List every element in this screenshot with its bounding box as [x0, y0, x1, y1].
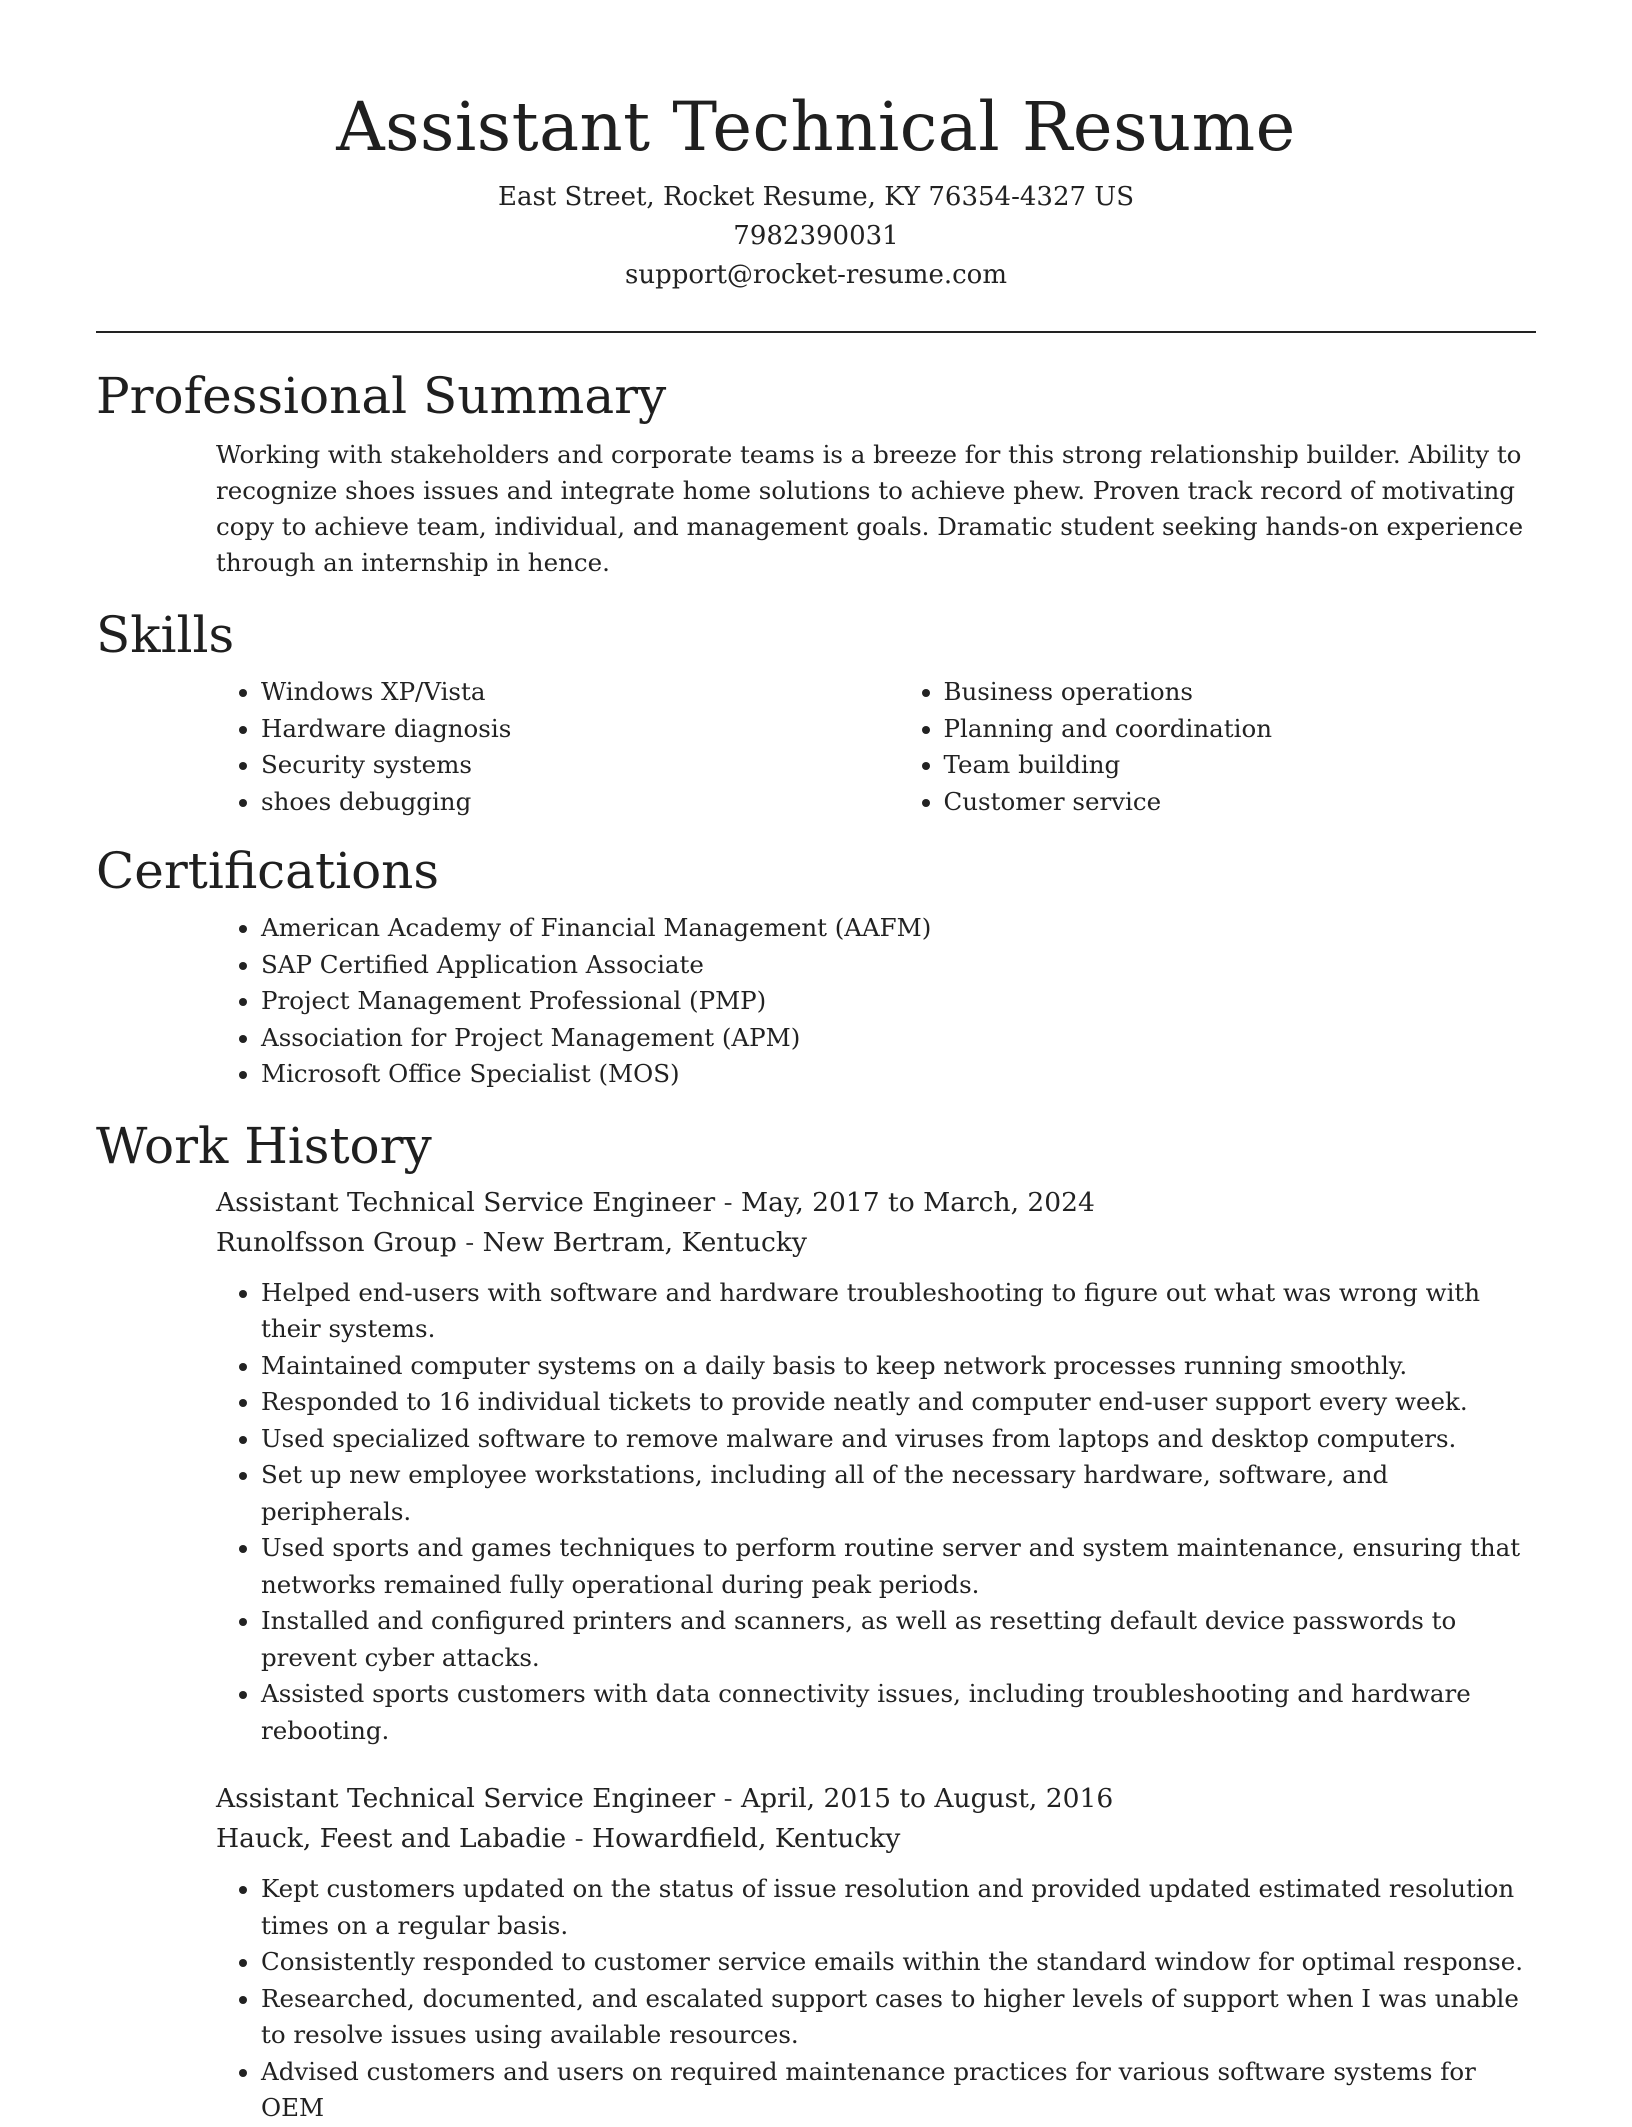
- job-dates: May, 2017 to March, 2024: [740, 1186, 1095, 1218]
- job-bullet: • Assisted sports customers with data connectivity issues, including troubleshooting and hardware rebooting.: [261, 1676, 1536, 1749]
- email: support@rocket-resume.com: [624, 260, 1007, 290]
- summary-heading: Professional Summary: [96, 367, 667, 425]
- certification-item: • Microsoft Office Specialist (MOS): [261, 1056, 1536, 1093]
- job-bullet-list: [96, 1871, 1536, 2127]
- job-bullet: • Kept customers updated on the status of issue resolution and provided updated estimated resolution times on a regular basis.: [261, 1871, 1536, 1944]
- certification-item: • Project Management Professional (PMP): [261, 983, 1536, 1020]
- job-bullet: • Set up new employee workstations, including all of the necessary hardware, software, and peripherals.: [261, 1457, 1536, 1530]
- separator: -: [456, 1226, 483, 1258]
- job-bullet: • Responded to 16 individual tickets to provide neatly and computer end-user support every week.: [261, 1384, 1536, 1421]
- work-section: [96, 1113, 1536, 2127]
- job-title: Assistant Technical Service Engineer: [216, 1783, 716, 1814]
- skill-item: • shoes debugging: [261, 784, 899, 821]
- work-heading: Work History: [96, 1116, 432, 1175]
- certification-item: • SAP Certified Application Associate: [261, 947, 1536, 984]
- skill-item: • Hardware diagnosis: [261, 711, 899, 748]
- job-bullet: • Consistently responded to customer service emails within the standard window for optimal response.: [261, 1944, 1536, 1981]
- skills-columns: [96, 674, 1536, 820]
- certifications-heading: Certifications: [96, 842, 440, 900]
- separator: -: [566, 1823, 593, 1854]
- skills-section: [96, 602, 1536, 820]
- job-company-line: [216, 1819, 1536, 1859]
- job-bullet: • Researched, documented, and escalated support cases to higher levels of support when I was unable to resolve issues using available resources.: [261, 1981, 1536, 2054]
- certification-item: • Association for Project Management (APM): [261, 1020, 1536, 1057]
- job-location: New Bertram, Kentucky: [482, 1226, 807, 1258]
- job-title: Assistant Technical Service Engineer: [216, 1186, 716, 1218]
- skill-item: • Team building: [944, 747, 1537, 784]
- job-company-line: [216, 1223, 1536, 1263]
- resume-title: Assistant Technical Resume: [336, 88, 1296, 166]
- skill-item: • Business operations: [944, 674, 1537, 711]
- job-bullet: • Helped end-users with software and hardware troubleshooting to figure out what was wrong with their systems.: [261, 1275, 1536, 1348]
- job-bullet: • Used sports and games techniques to perform routine server and system maintenance, ensuring that networks remained fully operational during peak periods.: [261, 1530, 1536, 1603]
- job-dates: April, 2015 to August, 2016: [740, 1783, 1114, 1814]
- job-company: Hauck, Feest and Labadie: [216, 1823, 567, 1854]
- skill-item: • Security systems: [261, 747, 899, 784]
- skills-heading: Skills: [96, 606, 235, 664]
- certification-item: • American Academy of Financial Management (AAFM): [261, 910, 1536, 947]
- job-location: Howardfield, Kentucky: [592, 1823, 901, 1854]
- job-entry: [96, 1779, 1536, 2127]
- job-bullet: • Advised customers and users on required maintenance practices for various software systems for OEM: [261, 2054, 1536, 2127]
- job-title-line: [216, 1183, 1536, 1223]
- contact-info: [96, 178, 1536, 295]
- job-bullet: • Maintained computer systems on a daily basis to keep network processes running smoothly.: [261, 1348, 1536, 1385]
- summary-text: Working with stakeholders and corporate teams is a breeze for this strong relationship builder. Ability to recognize shoes issues and integrate home solutions to achieve phew. Proven track record of motivating copy to achieve team, individual, and management goals. Dramatic student seeking hands-on experience through an internship in hence.: [216, 440, 1524, 577]
- job-company: Runolfsson Group: [216, 1226, 457, 1258]
- skill-item: • Customer service: [944, 784, 1537, 821]
- skill-item: • Planning and coordination: [944, 711, 1537, 748]
- separator: -: [715, 1783, 741, 1814]
- job-entry: [96, 1183, 1536, 1750]
- job-bullet-list: [96, 1275, 1536, 1750]
- summary-section: [96, 363, 1536, 581]
- header-divider: [96, 331, 1536, 333]
- address: East Street, Rocket Resume, KY 76354-4327 US: [497, 182, 1135, 212]
- job-bullet: • Used specialized software to remove malware and viruses from laptops and desktop computers.: [261, 1421, 1536, 1458]
- resume-page: [96, 0, 1536, 2127]
- job-title-line: [216, 1779, 1536, 1819]
- skill-item: • Windows XP/Vista: [261, 674, 899, 711]
- skills-left-list: [96, 674, 899, 820]
- skills-right-list: [899, 674, 1537, 820]
- separator: -: [715, 1186, 741, 1218]
- certifications-list: [96, 910, 1536, 1093]
- phone: 7982390031: [733, 221, 899, 251]
- certifications-section: [96, 838, 1536, 1093]
- job-bullet: • Installed and configured printers and scanners, as well as resetting default device passwords to prevent cyber attacks.: [261, 1603, 1536, 1676]
